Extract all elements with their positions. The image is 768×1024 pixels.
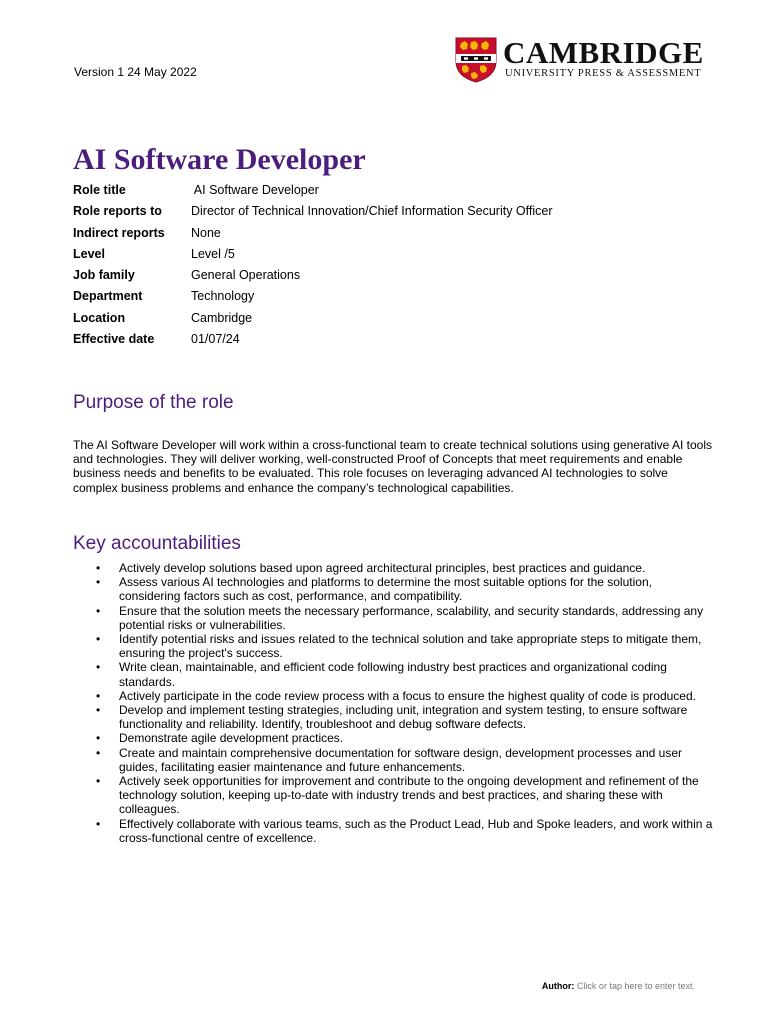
author-label: Author: [541, 981, 575, 991]
list-item: • Identify potential risks and issues related to the technical solution and take appropriate steps to mitigate them, ensuring the project's success. [73, 632, 713, 660]
info-value: Cambridge [191, 310, 253, 325]
info-value: 01/07/24 [191, 332, 240, 347]
list-item: • Create and maintain comprehensive documentation for software design, development processes and user guides, facilitating easier maintenance and future enhancements. [73, 746, 713, 774]
info-row-location [73, 308, 553, 329]
info-value: General Operations [191, 268, 301, 283]
info-label: Role title [73, 183, 126, 197]
author-field[interactable]: Click or tap here to enter text. [576, 981, 695, 991]
list-item: • Demonstrate agile development practices. [73, 731, 713, 745]
cambridge-logo [455, 36, 735, 84]
list-item: • Ensure that the solution meets the necessary performance, scalability, and security standards, addressing any potential risks or vulnerabilities. [73, 604, 713, 632]
crest-icon [455, 37, 497, 83]
info-value: Director of Technical Innovation/Chief Information Security Officer [191, 204, 553, 219]
info-value: Level /5 [191, 246, 235, 261]
info-label: Department [73, 289, 143, 304]
list-item: • Write clean, maintainable, and efficient code following industry best practices and organizational coding standards. [73, 660, 713, 688]
logo-wordmark: CAMBRIDGE [503, 35, 704, 70]
info-row-department [73, 286, 553, 307]
page-title: AI Software Developer [73, 143, 366, 176]
logo-subtitle: UNIVERSITY PRESS & ASSESSMENT [505, 68, 702, 79]
accountabilities-heading: Key accountabilities [73, 533, 241, 554]
info-row-reports-to [73, 201, 553, 222]
list-item: • Actively develop solutions based upon agreed architectural principles, best practices and guidance. [73, 561, 713, 575]
info-label: Level [73, 246, 105, 261]
list-item: • Effectively collaborate with various teams, such as the Product Lead, Hub and Spoke leaders, and work within a cross-functional centre of excellence. [73, 817, 713, 845]
document-version: Version 1 24 May 2022 [74, 65, 197, 79]
info-label: Location [73, 310, 126, 325]
info-row-level [73, 244, 553, 265]
list-item: • Assess various AI technologies and platforms to determine the most suitable options for the solution, considering factors such as cost, performance, and compatibility. [73, 575, 713, 603]
info-value: AI Software Developer [191, 183, 319, 197]
list-item: • Actively participate in the code review process with a focus to ensure the highest quality of code is produced. [73, 689, 713, 703]
info-value: Technology [191, 289, 255, 304]
info-label: Indirect reports [73, 225, 165, 240]
info-row-role-title [73, 180, 553, 201]
info-label: Job family [73, 268, 135, 283]
info-row-job-family [73, 265, 553, 286]
list-item: • Develop and implement testing strategies, including unit, integration and system testing, to ensure software functionality and reliability. Identify, troubleshoot and debug software defects. [73, 703, 713, 731]
role-info-table [73, 180, 553, 350]
info-value: None [191, 225, 221, 240]
author-footer [542, 981, 695, 991]
info-row-effective-date [73, 329, 553, 350]
purpose-text: The AI Software Developer will work within a cross-functional team to create technical solutions using generative AI tools and technologies. They will deliver working, well-constructed Proof of Concepts that meet requirements and enable business needs and benefits to be evaluated. This role focuses on leveraging advanced AI technologies to solve complex business problems and enhance the company’s technological capabilities. [73, 438, 712, 495]
info-row-indirect-reports [73, 223, 553, 244]
info-label: Role reports to [73, 204, 162, 219]
info-label: Effective date [73, 332, 155, 347]
accountabilities-list [73, 561, 713, 845]
list-item: • Actively seek opportunities for improvement and contribute to the ongoing development and refinement of the technology solution, keeping up-to-date with industry trends and best practices, and sharing these with colleagues. [73, 774, 713, 817]
purpose-heading: Purpose of the role [73, 392, 234, 413]
